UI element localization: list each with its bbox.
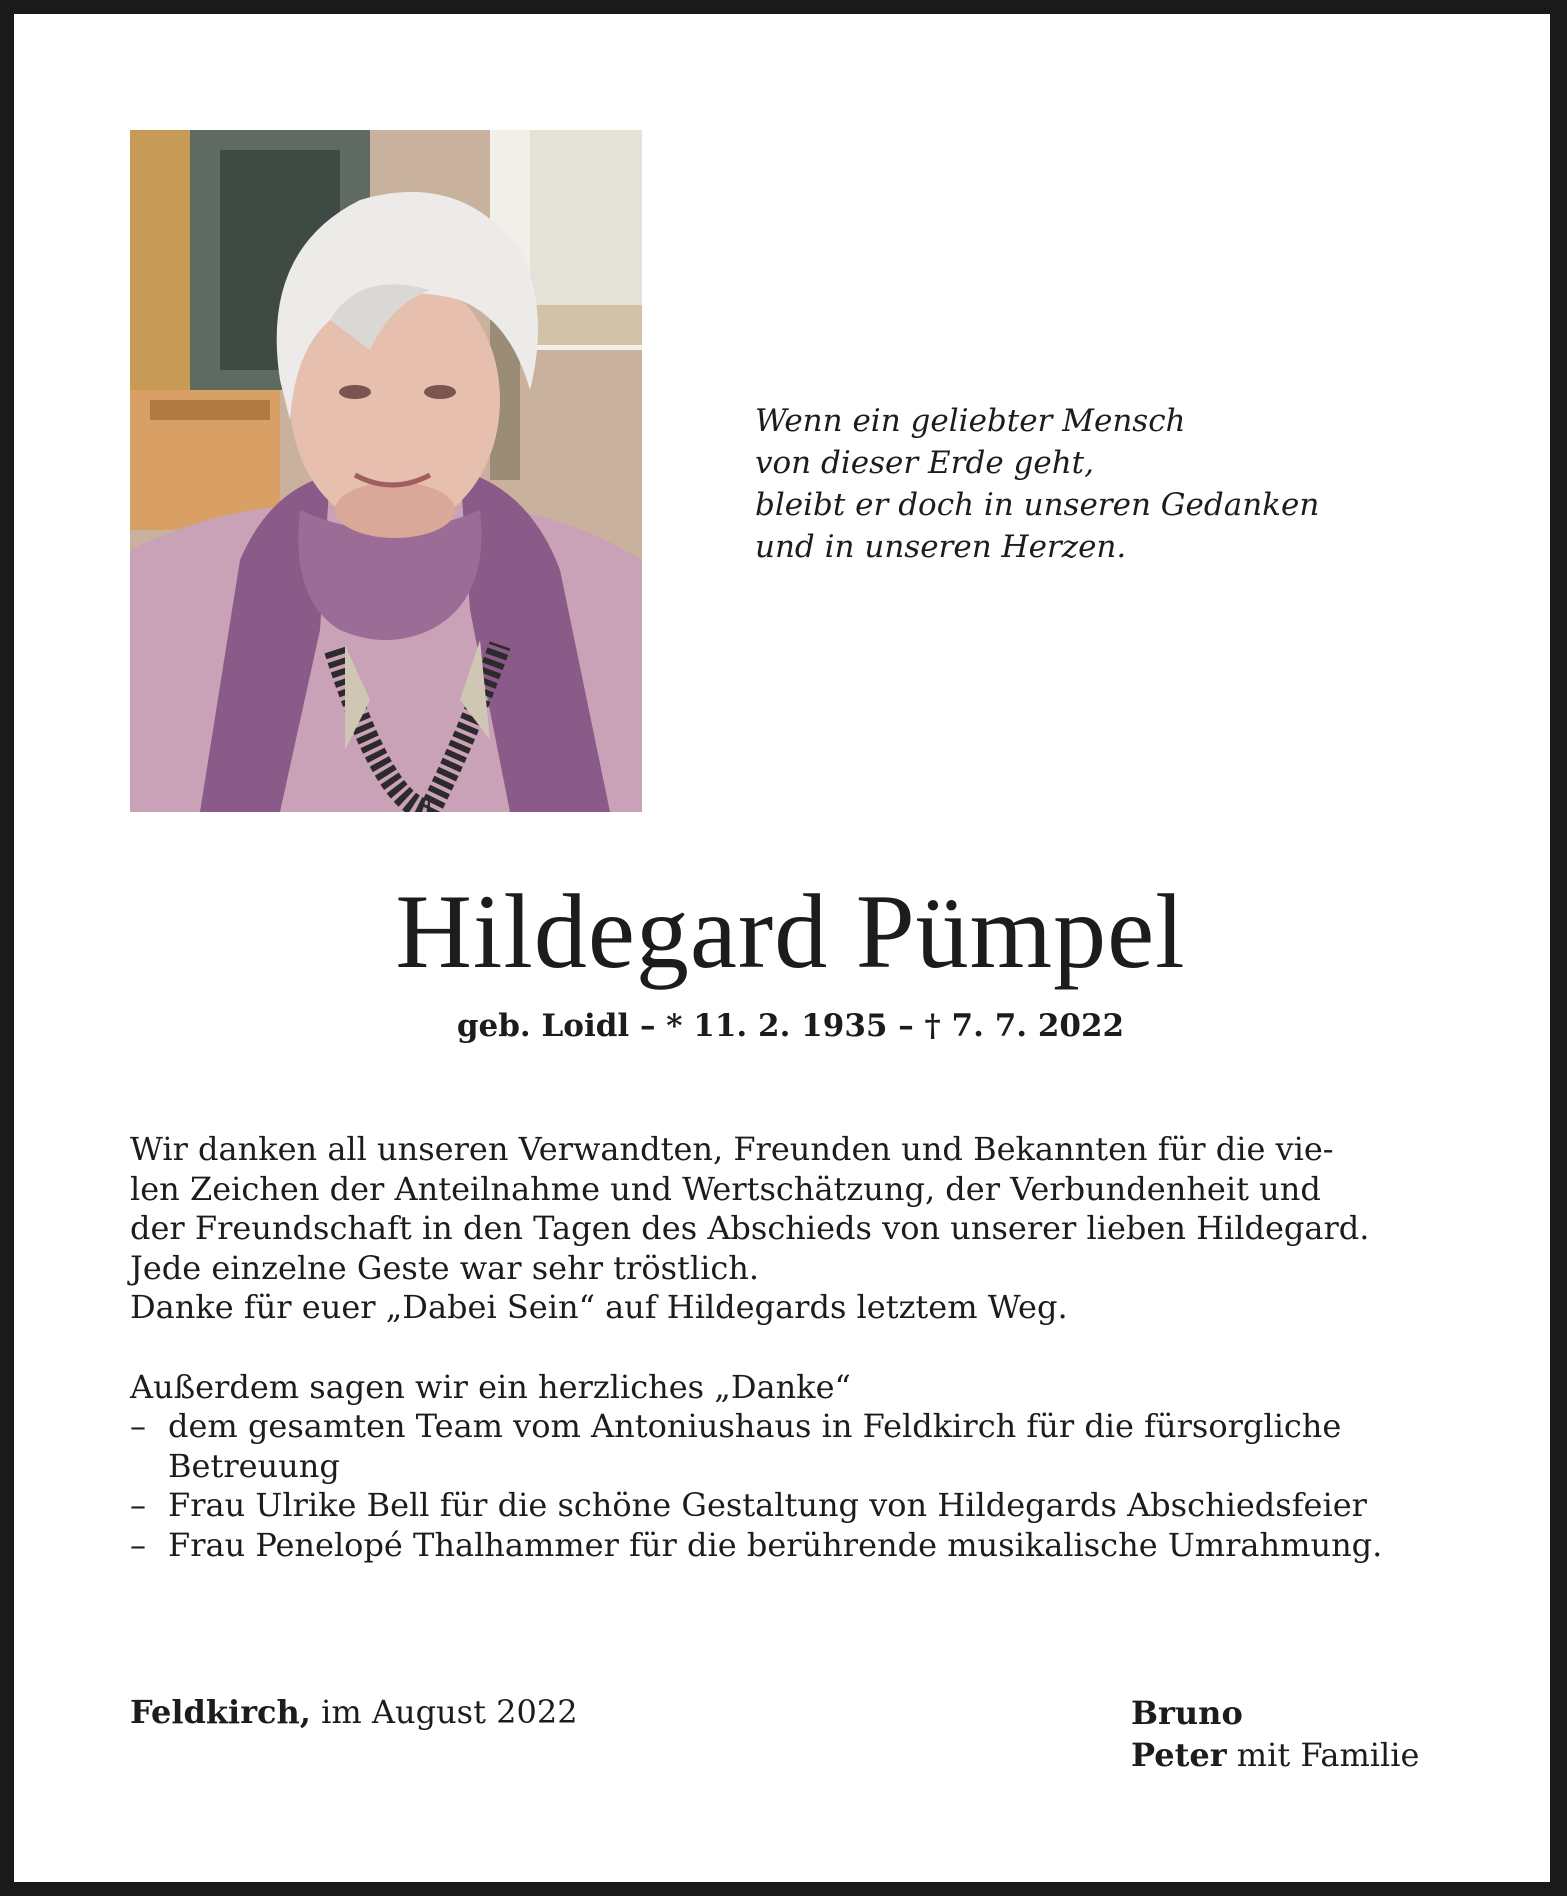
verse-line: von dieser Erde geht, [755,445,1094,481]
thanks-list-item [130,1526,1460,1566]
list-item-line: Betreuung [168,1446,340,1485]
list-dash: – [130,1407,146,1445]
life-dates: geb. Loidl – * 11. 2. 1935 – † 7. 7. 2022 [456,1008,1125,1044]
place-date [130,1692,578,1732]
verse-line: und in unseren Herzen. [755,529,1127,565]
list-item-text: Frau Penelopé Thalhammer für die berührende musikalische Umrahmung. [168,1525,1383,1564]
thanks-list-item [130,1486,1460,1526]
list-item-text [168,1407,1341,1486]
signer-note: mit Familie [1226,1736,1420,1774]
signer [1131,1692,1419,1734]
paragraph-line: len Zeichen der Anteilnahme und Wertschätzung, der Verbundenheit und [130,1169,1321,1208]
spacer [130,1328,1460,1368]
paragraph-line: Jede einzelne Geste war sehr tröstlich. [130,1248,760,1287]
memorial-verse [755,400,1319,568]
signer [1131,1734,1419,1776]
list-dash: – [130,1486,146,1524]
portrait-photo [130,130,642,812]
list-item-text: Frau Ulrike Bell für die schöne Gestaltung von Hildegards Abschiedsfeier [168,1486,1367,1524]
obituary-page [14,14,1550,1882]
date-text: im August 2022 [310,1693,578,1731]
deceased-name: Hildegard Pümpel [395,873,1186,990]
list-item-line: dem gesamten Team vom Antoniushaus in Feldkirch für die fürsorgliche [168,1407,1342,1445]
verse-line: Wenn ein geliebter Mensch [755,403,1186,439]
thanks-text [130,1130,1460,1565]
list-dash: – [130,1525,146,1564]
place-name: Feldkirch, [130,1693,311,1731]
signer-name: Bruno [1131,1694,1243,1732]
paragraph-line: der Freundschaft in den Tagen des Abschieds von unserer lieben Hildegard. [130,1209,1370,1247]
verse-line: bleibt er doch in unseren Gedanken [755,487,1320,523]
paragraph-line: Danke für euer „Dabei Sein“ auf Hildegards letztem Weg. [130,1288,1068,1326]
signer-name: Peter [1131,1736,1227,1774]
thanks-list-item [130,1407,1460,1486]
signatures [1131,1692,1419,1776]
paragraph-line: Wir danken all unseren Verwandten, Freunden und Bekannten für die vie- [130,1130,1334,1168]
thanks-intro: Außerdem sagen wir ein herzliches „Danke“ [130,1367,851,1406]
